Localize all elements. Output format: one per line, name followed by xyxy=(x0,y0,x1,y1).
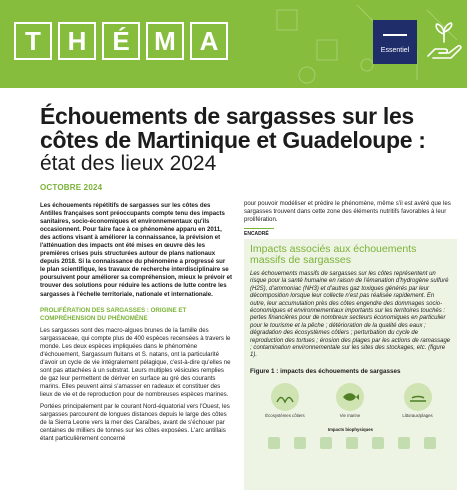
impact-icon xyxy=(346,437,358,449)
essentiel-label: Essentiel xyxy=(380,47,410,54)
impact-icon xyxy=(398,437,410,449)
section-heading: PROLIFÉRATION DES SARGASSES : ORIGINE ET COMPRÉHENSION DU PHÉNOMÈNE xyxy=(40,306,187,322)
figure-item xyxy=(325,383,375,418)
page-subtitle: état des lieux 2024 xyxy=(40,152,217,175)
figure-item xyxy=(390,383,445,418)
figure-icon-row xyxy=(268,437,436,449)
thema-letter: T xyxy=(14,22,52,60)
page-title: Échouements de sargasses sur les côtes de Martinique et Guadeloupe : xyxy=(40,103,426,153)
essentiel-badge xyxy=(373,20,417,64)
impact-icon xyxy=(320,437,332,449)
figure-1 xyxy=(250,381,451,461)
thema-letter: M xyxy=(146,22,184,60)
right-column xyxy=(244,198,457,490)
figure-item-label: Vie marine xyxy=(339,412,361,418)
encadre-title: Impacts associés aux échouements massifs de sargasses xyxy=(250,243,417,266)
body-paragraph: Portées principalement par le courant Nord-équatorial vers l'Ouest, les sargasses parcourent de longues distances depuis le large des côtes de la Sierra Leone vers la mer des Caraïbes, avant de s'échouer par centaines de milliers de tonnes sur les côtes exposées. L'arc antillais étant particulièrement concerné xyxy=(40,402,230,442)
essentiel-bar xyxy=(383,34,407,36)
figure-subheading: Impacts biophysiques xyxy=(327,426,374,432)
body-paragraph: Les sargasses sont des macro-algues brunes de la famille des sargassaceae, qui compte plus de 400 espèces recensées à travers le monde. Les deux espèces impliquées dans le phénomène d'échouement, Sargassum fluitans et S. natans, ont la particularité d'avoir un cycle de vie intégralement pélagique, c'est-à-dire qu'elles ne sont pas attachées à un substrat. Leurs multiples vésicules remplies de gaz leur permettent de dériver en surface au gré des courants marins. Elles peuvent ainsi s'amasser en radeaux et constituer des lieux de vie et de reproduction pour de nombreuses espèces marines. xyxy=(40,326,231,398)
figure-item-label: Écosystèmes côtiers xyxy=(265,412,305,418)
figure-title: Figure 1 : impacts des échouements de sargasses xyxy=(250,367,401,375)
impact-icon xyxy=(294,437,306,449)
impact-icon xyxy=(424,437,436,449)
encadre-label: ENCADRÉ xyxy=(244,228,274,237)
header-banner xyxy=(0,0,467,88)
encadre-box xyxy=(244,239,457,490)
thema-letter: A xyxy=(190,22,228,60)
beach-icon xyxy=(404,383,432,411)
ecosystem-icon xyxy=(271,383,299,411)
left-column xyxy=(40,198,232,443)
impact-icon xyxy=(372,437,384,449)
thema-letter: H xyxy=(58,22,96,60)
thema-logo xyxy=(14,22,228,60)
impact-icon xyxy=(268,437,280,449)
publication-date: OCTOBRE 2024 xyxy=(40,183,103,192)
marine-life-icon xyxy=(336,383,364,411)
thema-letter: É xyxy=(102,22,140,60)
body-paragraph: pour pouvoir modéliser et prédire le phénomène, même s'il est avéré que les sargasses trouvent dans cette zone des éléments nutritifs favorables à leur prolifération. xyxy=(244,200,451,223)
hand-plant-icon xyxy=(425,22,463,62)
figure-item-label: Littoraux/plages xyxy=(402,412,433,418)
figure-item xyxy=(260,383,310,418)
encadre-text: Les échouements massifs de sargasses sur les côtes représentent un risque pour la santé humaine en raison de l'émanation d'hydrogène sulfuré (H2S), d'ammoniac (NH3) et d'autres gaz toxiques générés par leur décomposition lorsque leur collecte n'est pas réalisée rapidement. En outre, leur accumulation près des côtes engendre des dommages socio-économiques et environnementaux importants sur les territoires touchés : pertes financières pour de nombreux secteurs économiques en particulier pour le tourisme et la pêche ; détérioration de la qualité des eaux ; dégradation des écosystèmes côtiers ; perturbation du cycle de reproduction des tortues ; érosion des plages par les actions de ramassage ; contamination environnementale sur les sites des stockages, etc. (figure 1). xyxy=(250,271,451,359)
intro-paragraph: Les échouements répétitifs de sargasses sur les côtes des Antilles françaises sont préoccupants compte tenu des impacts sanitaires, socio-économiques et environnementaux qu'ils occasionnent. Pour faire face à ce phénomène apparu en 2011, des actions visant à améliorer la connaissance, la prévision et l'atténuation des impacts ont été mises en œuvre dès les premières crises puis structurées autour de plans nationaux depuis 2018. Si la connaissance du phénomène a progressé sur le plan scientifique, les travaux de recherche interdisciplinaire se poursuivent pour améliorer sa compréhension, mieux le prévoir et trouver des solutions pour réduire les actions de lutte contre les sargasses à l'échelle territoriale, nationale et internationale. xyxy=(40,202,233,298)
